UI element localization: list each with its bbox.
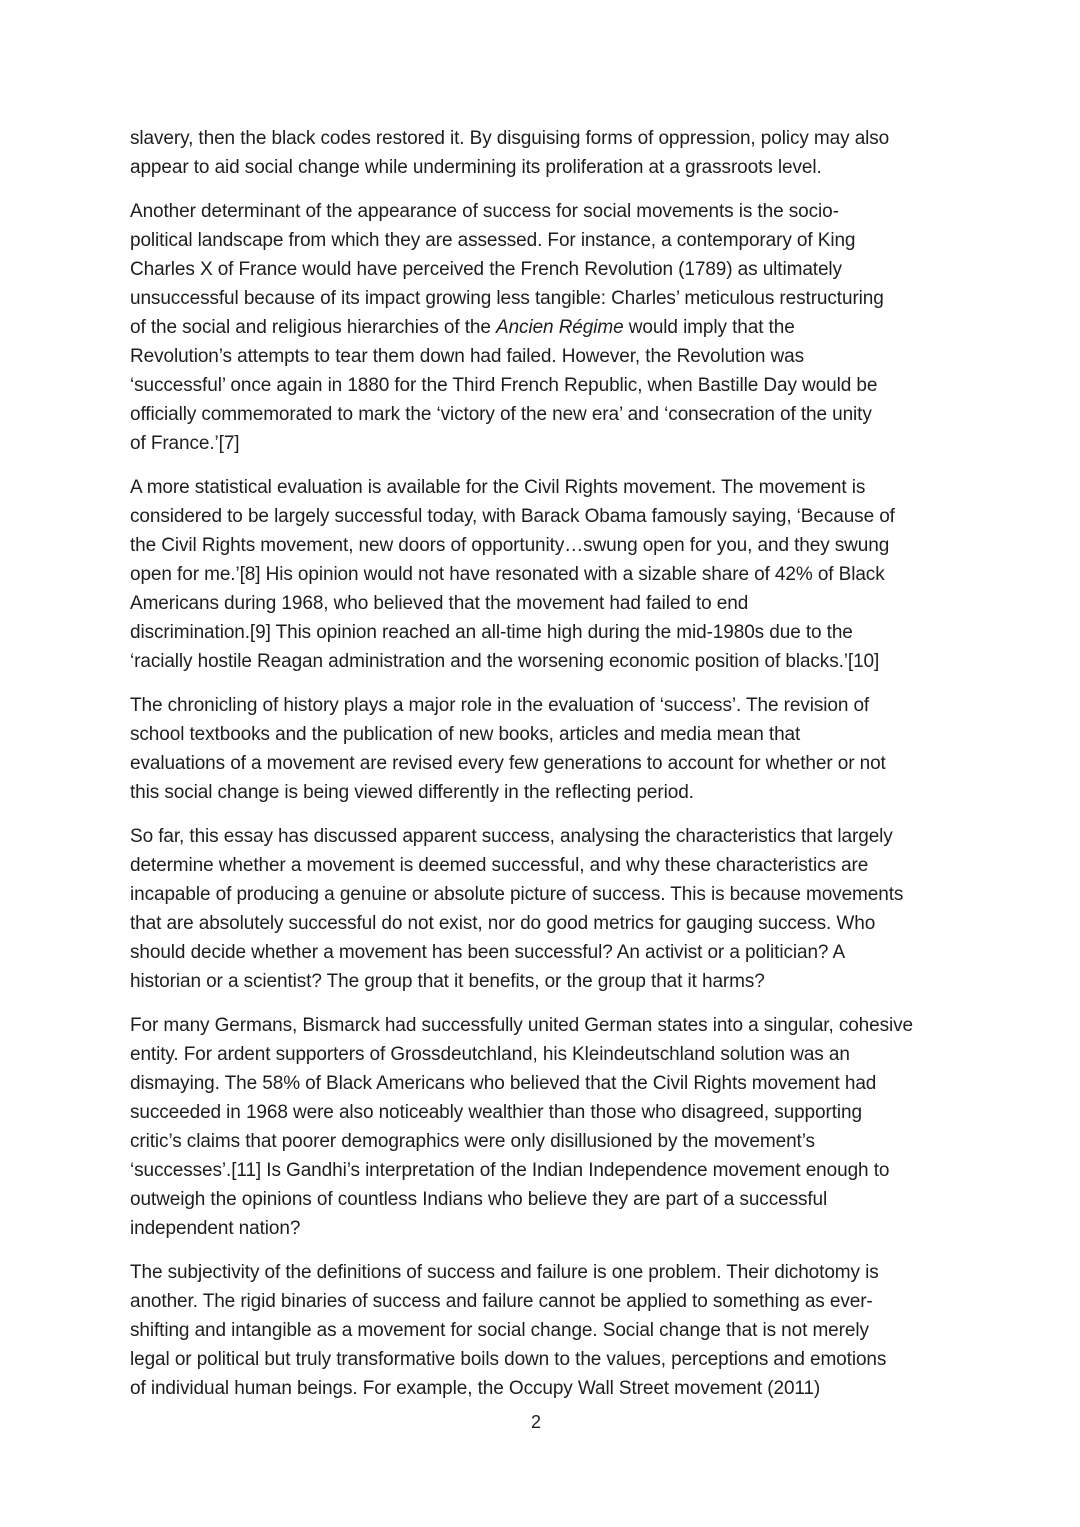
text-line: this social change is being viewed differently in the reflecting period. (130, 782, 694, 803)
text-line: ‘successful’ once again in 1880 for the Third French Republic, when Bastille Day would be (130, 375, 878, 396)
text-line: For many Germans, Bismarck had successfully united German states into a singular, cohesive (130, 1015, 914, 1036)
text-line: shifting and intangible as a movement for social change. Social change that is not merely (130, 1320, 869, 1341)
text-line: determine whether a movement is deemed successful, and why these characteristics are (130, 855, 869, 876)
text-line: considered to be largely successful today, with Barack Obama famously saying, ‘Because of (130, 506, 895, 527)
text-line: that are absolutely successful do not exist, nor do good metrics for gauging success. Who (130, 913, 876, 934)
text-line: entity. For ardent supporters of Grossdeutchland, his Kleindeutschland solution was an (130, 1044, 850, 1065)
text-line: The chronicling of history plays a major role in the evaluation of ‘success’. The revision of (130, 695, 870, 716)
text-line: discrimination.[9] This opinion reached an all-time high during the mid-1980s due to the (130, 622, 853, 643)
text-line: unsuccessful because of its impact growing less tangible: Charles’ meticulous restructuring (130, 288, 884, 309)
text-line: independent nation? (130, 1218, 301, 1239)
paragraph (130, 691, 954, 807)
text-segment: would imply that the (623, 317, 795, 338)
text-line: outweigh the opinions of countless Indians who believe they are part of a successful (130, 1189, 828, 1210)
text-line: A more statistical evaluation is available for the Civil Rights movement. The movement is (130, 477, 866, 498)
text-line: appear to aid social change while undermining its proliferation at a grassroots level. (130, 157, 822, 178)
paragraph (130, 1011, 954, 1243)
paragraph (130, 822, 954, 996)
paragraph (130, 473, 954, 676)
italic-text-segment: Ancien Régime (496, 317, 624, 338)
text-line: critic’s claims that poorer demographics were only disillusioned by the movement’s (130, 1131, 815, 1152)
text-line: of France.’[7] (130, 433, 240, 454)
text-line: dismaying. The 58% of Black Americans who believed that the Civil Rights movement had (130, 1073, 877, 1094)
paragraph (130, 197, 954, 458)
text-line: incapable of producing a genuine or absolute picture of success. This is because movements (130, 884, 904, 905)
text-line: officially commemorated to mark the ‘victory of the new era’ and ‘consecration of the unity (130, 404, 872, 425)
text-line: ‘successes’.[11] Is Gandhi’s interpretation of the Indian Independence movement enough to (130, 1160, 890, 1181)
text-line: of individual human beings. For example, the Occupy Wall Street movement (2011) (130, 1378, 821, 1399)
page-number: 2 (530, 1412, 541, 1432)
text-line: Americans during 1968, who believed that the movement had failed to end (130, 593, 749, 614)
text-line: the Civil Rights movement, new doors of opportunity…swung open for you, and they swung (130, 535, 890, 556)
text-line: another. The rigid binaries of success and failure cannot be applied to something as ever- (130, 1291, 873, 1312)
paragraph (130, 124, 954, 182)
text-line: ‘racially hostile Reagan administration and the worsening economic position of blacks.’[10] (130, 651, 880, 672)
text-line: The subjectivity of the definitions of success and failure is one problem. Their dichotomy is (130, 1262, 879, 1283)
text-line: Revolution’s attempts to tear them down had failed. However, the Revolution was (130, 346, 805, 367)
page-footer (130, 1410, 942, 1434)
text-line: political landscape from which they are assessed. For instance, a contemporary of King (130, 230, 856, 251)
text-line: slavery, then the black codes restored it. By disguising forms of oppression, policy may also (130, 128, 890, 149)
text-line: school textbooks and the publication of new books, articles and media mean that (130, 724, 801, 745)
text-line: Charles X of France would have perceived the French Revolution (1789) as ultimately (130, 259, 842, 280)
text-line: legal or political but truly transformative boils down to the values, perceptions and emotions (130, 1349, 887, 1370)
text-line: historian or a scientist? The group that it benefits, or the group that it harms? (130, 971, 765, 992)
paragraph (130, 1258, 954, 1403)
text-line: evaluations of a movement are revised every few generations to account for whether or not (130, 753, 886, 774)
text-line: should decide whether a movement has been successful? An activist or a politician? A (130, 942, 846, 963)
text-line: succeeded in 1968 were also noticeably wealthier than those who disagreed, supporting (130, 1102, 862, 1123)
essay-body (130, 124, 954, 1403)
text-line (130, 313, 954, 342)
text-line: Another determinant of the appearance of success for social movements is the socio- (130, 201, 839, 222)
text-segment: of the social and religious hierarchies of the (130, 317, 497, 338)
text-line: So far, this essay has discussed apparent success, analysing the characteristics that largely (130, 826, 893, 847)
text-line: open for me.’[8] His opinion would not have resonated with a sizable share of 42% of Black (130, 564, 885, 585)
